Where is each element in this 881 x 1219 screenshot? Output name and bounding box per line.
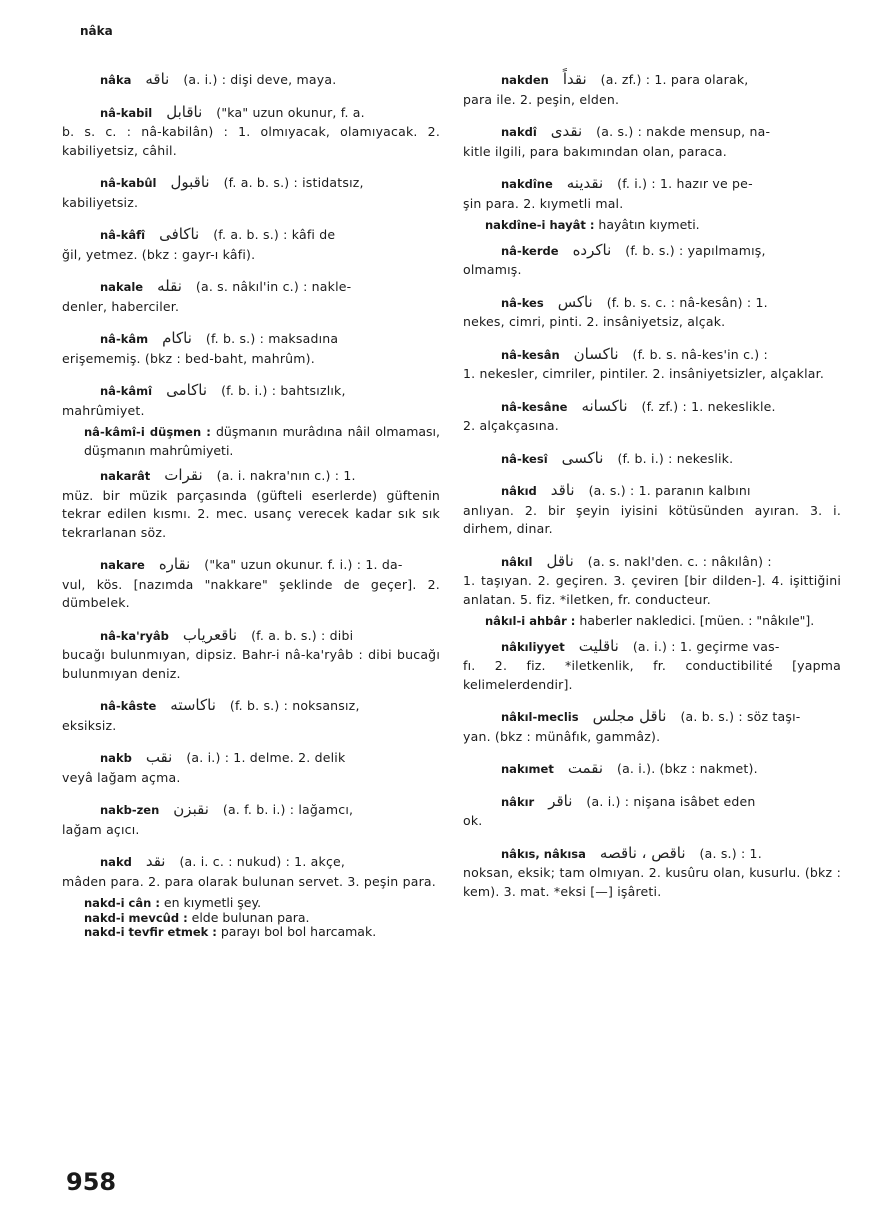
entry-arabic-script: ناكام [162, 329, 192, 347]
entry-definition: (a. zf.) : 1. para olarak, [600, 72, 749, 87]
entry-first-line [62, 555, 440, 575]
entry-definition: (a. s. nakl'den. c. : nâkılân) : [587, 553, 772, 569]
entry-definition: (f. a. b. s.) : dibi [251, 627, 354, 643]
entry-first-line [463, 397, 841, 417]
entry-continuation: 2. alçakçasına. [463, 418, 559, 433]
subentry-definition: hayâtın kıymeti. [594, 217, 700, 232]
entry-headword: nakb-zen [100, 803, 160, 817]
entry-first-line [62, 381, 440, 401]
entry-definition: (a. b. s.) : söz taşı- [680, 709, 801, 724]
subentry-headword: nakd-i tevfir etmek : [84, 925, 217, 939]
subentry [62, 423, 440, 460]
subentry-headword: nakd-i cân : [84, 896, 160, 910]
entry-continuation: şin para. 2. kıymetli mal. [463, 195, 624, 211]
entry-arabic-script: ناكسان [573, 344, 619, 363]
entry-first-line [463, 481, 841, 501]
dictionary-entry [463, 174, 841, 213]
entry-first-line [62, 103, 440, 123]
entry-continuation: nekes, cimri, pinti. 2. insâniyetsiz, alçak. [463, 314, 726, 329]
entry-first-line [62, 277, 440, 297]
dictionary-entry [463, 552, 841, 610]
dictionary-entry [62, 696, 440, 735]
entry-continuation: erişememiş. (bkz : bed-baht, mahrûm). [62, 350, 315, 366]
dictionary-entry [62, 277, 440, 316]
entry-definition: (a. i.) : 1. delme. 2. delik [186, 750, 346, 765]
entry-headword: nâ-kabil [100, 105, 153, 120]
entry-first-line [463, 174, 841, 194]
entry-first-line [62, 800, 440, 820]
dictionary-entry [463, 397, 841, 436]
entry-arabic-script: ناقل مجلس [592, 707, 667, 725]
dictionary-entry [62, 555, 440, 613]
entry-first-line [62, 748, 440, 768]
dictionary-entry [62, 626, 440, 684]
entry-arabic-script: ناكاسته [170, 696, 216, 714]
entry-arabic-script: ناكسى [561, 448, 604, 467]
entry-arabic-script: نقبزن [173, 800, 209, 818]
entry-arabic-script: ناقر [548, 791, 573, 810]
dictionary-entry [463, 345, 841, 384]
entry-arabic-script: ناقل [546, 551, 574, 570]
entry-headword: nâ-kâm [100, 332, 149, 346]
entry-first-line [463, 293, 841, 313]
dictionary-entry [463, 481, 841, 539]
entry-arabic-script: نقاره [158, 555, 191, 573]
dictionary-entry [62, 748, 440, 787]
entry-headword: nâkır [501, 794, 535, 809]
entry-headword: nâ-kabûl [100, 176, 157, 190]
entry-arabic-script: ناقابل [166, 102, 203, 121]
entry-arabic-script: ناكرده [572, 240, 612, 259]
dictionary-entry [463, 241, 841, 280]
entry-headword: nakden [501, 73, 549, 87]
entry-headword: nâ-kerde [501, 243, 559, 258]
entry-continuation: 1. nekesler, cimriler, pintiler. 2. insâniyetsizler, alçaklar. [463, 366, 824, 381]
entry-first-line [463, 552, 841, 572]
entry-arabic-script: نقرات [164, 466, 203, 484]
entry-arabic-script: ناقبول [170, 173, 210, 191]
entry-headword: nâ-kesî [501, 451, 548, 466]
entry-first-line [463, 792, 841, 812]
entry-first-line [62, 173, 440, 193]
entry-definition: (a. i. c. : nukud) : 1. akçe, [179, 854, 346, 869]
entry-headword: nâkıl-meclis [501, 710, 579, 724]
entry-definition: (a. i.). (bkz : nakmet). [617, 761, 758, 776]
entry-headword: nakdî [501, 125, 537, 139]
entry-first-line [463, 844, 841, 864]
entry-arabic-script: ناقه [145, 70, 170, 88]
entry-headword: nâ-kesâne [501, 399, 568, 414]
entry-arabic-script: ناقد [550, 481, 575, 499]
entry-arabic-script: ناكسانه [581, 396, 628, 415]
entry-first-line [463, 449, 841, 469]
entry-headword: nâ-kâfî [100, 228, 146, 242]
dictionary-entry [62, 103, 440, 161]
entry-continuation: ok. [463, 813, 483, 828]
dictionary-entry [463, 707, 841, 746]
dictionary-entry [62, 329, 440, 368]
entry-headword: nâkıliyyet [501, 639, 565, 654]
entry-continuation: noksan, eksik; tam olmıyan. 2. kusûru olan, kusurlu. (bkz : kem). 3. mat. *eksi [—] işâreti. [463, 865, 841, 899]
subentry [62, 923, 440, 942]
dictionary-entry [62, 381, 440, 420]
dictionary-entry [463, 122, 841, 161]
dictionary-entry [463, 759, 841, 779]
entry-continuation: yan. (bkz : münâfık, gammâz). [463, 728, 661, 744]
dictionary-entry [62, 852, 440, 891]
entry-definition: ("ka" uzun okunur. f. i.) : 1. da- [204, 557, 403, 572]
entry-first-line [463, 637, 841, 657]
entry-definition: (f. b. s.) : yapılmamış, [625, 242, 766, 258]
entry-continuation: ğil, yetmez. (bkz : gayr-ı kâfi). [62, 246, 256, 262]
dictionary-entry [62, 70, 440, 90]
subentry-headword: nakd-i mevcûd : [84, 910, 188, 925]
right-column [463, 70, 841, 914]
subentry-definition: en kıymetli şey. [159, 895, 262, 910]
entry-headword: nâkıl [501, 554, 533, 569]
dictionary-entry [463, 637, 841, 695]
entry-definition: (a. i. nakra'nın c.) : 1. [216, 468, 356, 483]
entry-headword: nâ-kesân [501, 347, 560, 362]
dictionary-entry [62, 225, 440, 264]
entry-first-line [463, 707, 841, 727]
entry-first-line [62, 626, 440, 646]
entry-arabic-script: نقداً [562, 70, 587, 88]
entry-first-line [463, 122, 841, 142]
entry-continuation: b. s. c. : nâ-kabilân) : 1. olmıyacak, olamıyacak. 2. kabiliyetsiz, câhil. [62, 124, 440, 158]
entry-headword: nâkıs, nâkısa [501, 846, 586, 861]
page-number: 958 [66, 1168, 117, 1196]
entry-continuation: olmamış. [463, 262, 522, 277]
subentry-definition: haberler nakledici. [müen. : "nâkıle"]. [575, 613, 815, 628]
entry-arabic-script: نقله [157, 277, 182, 295]
entry-first-line [62, 70, 440, 90]
entry-first-line [62, 852, 440, 872]
entry-headword: nâ-kes [501, 295, 544, 310]
dictionary-entry [463, 70, 841, 109]
entry-headword: nâka [100, 73, 132, 87]
entry-headword: nâ-kâmî [100, 384, 153, 398]
entry-headword: nakale [100, 280, 144, 294]
entry-first-line [463, 70, 841, 90]
entry-headword: nakarât [100, 469, 151, 483]
entry-definition: (a. i.) : 1. geçirme vas- [632, 638, 780, 654]
entry-arabic-script: ناقليت [578, 636, 619, 655]
entry-definition: (f. b. i.) : nekeslik. [617, 450, 734, 466]
entry-first-line [463, 345, 841, 365]
entry-definition: (f. zf.) : 1. nekeslikle. [641, 398, 776, 414]
entry-headword: nâ-ka'ryâb [100, 628, 169, 643]
entry-continuation: fı. 2. fiz. *iletkenlik, fr. conductibilité [yapma kelimelerdendir]. [463, 658, 841, 692]
dictionary-entry [463, 449, 841, 469]
entry-definition: (f. a. b. s.) : istidatsız, [223, 175, 364, 190]
subentry-headword: nâkıl-i ahbâr : [485, 614, 576, 628]
entry-definition: (f. b. s. nâ-kes'in c.) : [632, 346, 768, 362]
entry-continuation: mahrûmiyet. [62, 402, 145, 418]
entry-headword: nakare [100, 558, 145, 572]
entry-arabic-script: نقدينه [566, 174, 604, 192]
entry-headword: nakb [100, 751, 132, 765]
dictionary-entry [62, 800, 440, 839]
entry-first-line [62, 329, 440, 349]
entry-arabic-script: نقد [145, 852, 166, 870]
entry-continuation: anlıyan. 2. bir şeyin iyisini kötüsünden ayıran. 3. i. dirhem, dinar. [463, 502, 841, 536]
entry-arabic-script: نقمت [567, 759, 603, 777]
entry-first-line [62, 466, 440, 486]
entry-first-line [62, 696, 440, 716]
entry-continuation: kabiliyetsiz. [62, 194, 139, 210]
entry-arabic-script: ناقعرياب [182, 625, 238, 644]
entry-arabic-script: ناقص ، ناقصه [599, 843, 686, 862]
subentry-definition: parayı bol bol harcamak. [216, 924, 377, 939]
entry-definition: (f. b. s.) : maksadına [205, 331, 339, 346]
entry-continuation: denler, haberciler. [62, 298, 180, 314]
entry-definition: (f. i.) : 1. hazır ve pe- [617, 176, 753, 191]
entry-definition: (a. s.) : 1. [699, 845, 762, 861]
dictionary-entry [463, 844, 841, 902]
entry-definition: (f. a. b. s.) : kâfi de [213, 227, 336, 242]
entry-headword: nakd [100, 855, 132, 869]
entry-definition: (f. b. s.) : noksansız, [229, 698, 360, 713]
entry-continuation: para ile. 2. peşin, elden. [463, 91, 620, 107]
dictionary-entry [62, 173, 440, 212]
left-column [62, 70, 440, 948]
entry-definition: ("ka" uzun okunur, f. a. [216, 104, 365, 120]
entry-definition: (f. b. i.) : bahtsızlık, [221, 383, 346, 398]
dictionary-entry [463, 792, 841, 831]
dictionary-entry [463, 293, 841, 332]
entry-headword: nâkıd [501, 484, 537, 498]
entry-headword: nakımet [501, 762, 554, 776]
dictionary-entry [62, 466, 440, 542]
entry-continuation: vul, kös. [nazımda "nakkare" şeklinde de geçer]. 2. dümbelek. [62, 576, 440, 610]
entry-continuation: lağam açıcı. [62, 821, 140, 837]
entry-definition: (a. i.) : nişana isâbet eden [586, 793, 756, 809]
entry-first-line [62, 225, 440, 245]
entry-definition: (a. i.) : dişi deve, maya. [183, 72, 337, 87]
entry-continuation: mâden para. 2. para olarak bulunan servet. 3. peşin para. [62, 873, 436, 889]
entry-arabic-script: ناكافى [159, 225, 200, 243]
entry-definition: (f. b. s. c. : nâ-kesân) : 1. [606, 294, 768, 310]
entry-first-line [463, 241, 841, 261]
subentry-definition: düşmanın murâdına nâil olmaması, düşmanın mahrûmiyeti. [84, 424, 440, 458]
entry-continuation: müz. bir müzik parçasında (güfteli eserlerde) güftenin tekrar edilen kısmı. 2. mec. usanç verecek kadar sık sık tekrarlanan söz. [62, 487, 440, 540]
running-header: nâka [80, 24, 113, 38]
entry-arabic-script: ناكس [557, 292, 593, 311]
subentry-definition: elde bulunan para. [187, 909, 310, 925]
entry-arabic-script: نقب [145, 748, 173, 766]
subentry-headword: nâ-kâmî-i düşmen : [84, 425, 211, 439]
entry-definition: (a. f. b. i.) : lağamcı, [222, 802, 354, 817]
entry-definition: (a. s. nâkıl'in c.) : nakle- [195, 279, 352, 294]
entry-headword: nâ-kâste [100, 699, 157, 713]
entry-continuation: kitle ilgili, para bakımından olan, paraca. [463, 143, 727, 159]
subentry-headword: nakdîne-i hayât : [485, 218, 595, 232]
entry-continuation: veyâ lağam açma. [62, 769, 181, 785]
subentry [463, 612, 841, 631]
subentry [463, 216, 841, 235]
entry-definition: (a. s.) : 1. paranın kalbını [588, 483, 751, 498]
entry-first-line [463, 759, 841, 779]
entry-headword: nakdîne [501, 177, 553, 191]
entry-continuation: bucağı bulunmıyan, dipsiz. Bahr-i nâ-ka'ryâb : dibi bucağı bulunmıyan deniz. [62, 647, 440, 681]
entry-continuation: 1. taşıyan. 2. geçiren. 3. çeviren [bir dilden-]. 4. işittiğini anlatan. 5. fiz. *iletken, fr. conducteur. [463, 573, 841, 607]
entry-continuation: eksiksiz. [62, 717, 117, 733]
entry-arabic-script: ناكامى [166, 381, 208, 399]
entry-definition: (a. s.) : nakde mensup, na- [596, 124, 771, 139]
entry-arabic-script: نقدى [550, 122, 583, 140]
